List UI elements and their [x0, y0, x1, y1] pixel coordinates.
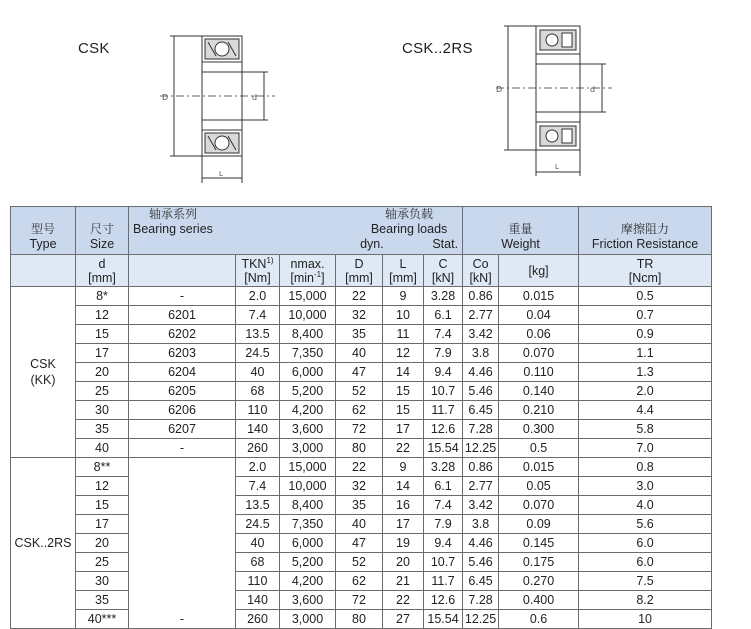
table-cell: 12.6 — [424, 591, 463, 610]
svg-text:d: d — [252, 93, 258, 102]
table-cell: 7.4 — [424, 325, 463, 344]
unit-C: C [kN] — [424, 255, 463, 287]
table-cell: 12.25 — [463, 610, 499, 629]
table-cell: 14 — [383, 477, 424, 496]
table-cell: 24.5 — [236, 344, 280, 363]
table-cell: 11.7 — [424, 572, 463, 591]
table-cell: 6.0 — [579, 534, 712, 553]
table-cell: 0.6 — [499, 610, 579, 629]
table-row — [11, 553, 712, 572]
table-row — [11, 287, 712, 306]
table-cell: 47 — [336, 534, 383, 553]
table-cell: 0.7 — [579, 306, 712, 325]
table-cell: 6,000 — [280, 363, 336, 382]
table-cell: 10,000 — [280, 306, 336, 325]
table-cell: 15 — [383, 401, 424, 420]
table-cell: 3.42 — [463, 496, 499, 515]
table-cell: 25 — [76, 382, 129, 401]
table-cell: 62 — [336, 572, 383, 591]
table-cell: 4.46 — [463, 363, 499, 382]
table-cell: - — [129, 287, 236, 306]
table-cell: 12.25 — [463, 439, 499, 458]
table-cell: 19 — [383, 534, 424, 553]
table-cell: 35 — [336, 496, 383, 515]
table-cell: 27 — [383, 610, 424, 629]
table-cell: 6202 — [129, 325, 236, 344]
table-cell: 6205 — [129, 382, 236, 401]
table-cell: 6.1 — [424, 477, 463, 496]
table-cell: 5.6 — [579, 515, 712, 534]
table-cell: 140 — [236, 420, 280, 439]
table-cell: 17 — [383, 420, 424, 439]
table-row — [11, 458, 712, 477]
table-cell: 24.5 — [236, 515, 280, 534]
table-cell: 7.28 — [463, 420, 499, 439]
table-cell: 0.8 — [579, 458, 712, 477]
table-cell: 15.54 — [424, 610, 463, 629]
table-cell: 4,200 — [280, 401, 336, 420]
header-series-and-loads: 轴承系列 Bearing series 轴承负载 Bearing loads dyn. Stat. — [129, 207, 463, 255]
table-cell: 0.04 — [499, 306, 579, 325]
table-cell: 30 — [76, 401, 129, 420]
table-cell: 6203 — [129, 344, 236, 363]
table-cell: 0.86 — [463, 287, 499, 306]
table-cell: 6,000 — [280, 534, 336, 553]
table-cell: 35 — [76, 591, 129, 610]
table-cell: 3,000 — [280, 610, 336, 629]
table-cell: 3,000 — [280, 439, 336, 458]
table-cell: 3.8 — [463, 515, 499, 534]
table-cell: 80 — [336, 439, 383, 458]
table-cell: 8** — [76, 458, 129, 477]
table-cell: 12.6 — [424, 420, 463, 439]
table-cell: 15 — [383, 382, 424, 401]
table-cell: 0.5 — [499, 439, 579, 458]
table-cell: 12 — [383, 344, 424, 363]
table-cell: 25 — [76, 553, 129, 572]
table-cell: 260 — [236, 610, 280, 629]
table-cell: 5.46 — [463, 382, 499, 401]
table-cell: 110 — [236, 572, 280, 591]
table-cell: 9.4 — [424, 363, 463, 382]
drawing-label-csk: CSK — [78, 40, 110, 57]
table-cell: 4.4 — [579, 401, 712, 420]
table-cell: 5.46 — [463, 553, 499, 572]
csk-2rs-bearing-drawing — [488, 18, 618, 180]
header-friction: 摩擦阻力 Friction Resistance — [579, 207, 712, 255]
type-cell: CSK..2RS — [11, 458, 76, 629]
table-cell: 6.1 — [424, 306, 463, 325]
table-cell: 15,000 — [280, 458, 336, 477]
header-type: 型号 Type — [11, 207, 76, 255]
table-cell: 1.3 — [579, 363, 712, 382]
table-cell: 260 — [236, 439, 280, 458]
table-cell: 22 — [336, 458, 383, 477]
table-cell: 6204 — [129, 363, 236, 382]
table-cell: 0.400 — [499, 591, 579, 610]
table-cell: 1.1 — [579, 344, 712, 363]
table-cell: 12 — [76, 306, 129, 325]
unit-L: L [mm] — [383, 255, 424, 287]
table-cell: 8,400 — [280, 496, 336, 515]
table-cell: 9 — [383, 287, 424, 306]
table-row — [11, 401, 712, 420]
table-cell: 0.140 — [499, 382, 579, 401]
unit-Co: Co [kN] — [463, 255, 499, 287]
table-cell: 13.5 — [236, 496, 280, 515]
svg-text:L: L — [219, 170, 223, 178]
table-cell: 0.015 — [499, 458, 579, 477]
table-cell: 20 — [76, 363, 129, 382]
table-cell: 0.175 — [499, 553, 579, 572]
table-cell: 10.7 — [424, 553, 463, 572]
table-cell: 20 — [76, 534, 129, 553]
table-cell: 62 — [336, 401, 383, 420]
table-cell: 3,600 — [280, 420, 336, 439]
table-row — [11, 306, 712, 325]
table-cell: 68 — [236, 382, 280, 401]
table-cell: 3,600 — [280, 591, 336, 610]
table-cell: 6.0 — [579, 553, 712, 572]
table-cell: 7,350 — [280, 344, 336, 363]
table-cell: 2.77 — [463, 306, 499, 325]
table-row — [11, 610, 712, 629]
table-cell: 7.4 — [236, 306, 280, 325]
svg-text:D: D — [496, 85, 503, 94]
table-cell: 40 — [236, 363, 280, 382]
table-cell: 0.09 — [499, 515, 579, 534]
table-cell: 2.0 — [579, 382, 712, 401]
csk-bearing-drawing — [150, 28, 280, 188]
table-row — [11, 325, 712, 344]
table-cell: 7.9 — [424, 515, 463, 534]
svg-text:D: D — [162, 93, 169, 102]
table-cell: 3.8 — [463, 344, 499, 363]
table-cell: 14 — [383, 363, 424, 382]
unit-d: d [mm] — [76, 255, 129, 287]
header-row-units — [11, 255, 712, 287]
table-cell: 72 — [336, 420, 383, 439]
unit-tkn: TKN$^{1)}$ [Nm] — [236, 255, 280, 287]
table-cell: 17 — [383, 515, 424, 534]
table-cell: 40 — [336, 344, 383, 363]
table-cell: 80 — [336, 610, 383, 629]
table-row — [11, 496, 712, 515]
table-cell: 16 — [383, 496, 424, 515]
table-cell: 3.42 — [463, 325, 499, 344]
table-cell: 7.4 — [424, 496, 463, 515]
table-row — [11, 439, 712, 458]
table-cell: 68 — [236, 553, 280, 572]
table-cell: 7.0 — [579, 439, 712, 458]
table-cell: 0.5 — [579, 287, 712, 306]
table-cell: 30 — [76, 572, 129, 591]
table-cell: 0.070 — [499, 344, 579, 363]
table-cell: 5,200 — [280, 382, 336, 401]
table-cell: 8,400 — [280, 325, 336, 344]
cell-series: - — [129, 458, 236, 629]
table-cell: 0.05 — [499, 477, 579, 496]
table-cell: 2.77 — [463, 477, 499, 496]
table-row — [11, 515, 712, 534]
svg-text:d: d — [590, 85, 596, 94]
bearing-spec-table — [10, 206, 712, 629]
table-cell: 3.28 — [424, 458, 463, 477]
table-cell: 7.9 — [424, 344, 463, 363]
table-cell: 32 — [336, 477, 383, 496]
table-cell: 0.9 — [579, 325, 712, 344]
table-cell: 72 — [336, 591, 383, 610]
table-cell: 5.8 — [579, 420, 712, 439]
table-cell: 3.28 — [424, 287, 463, 306]
table-cell: 9.4 — [424, 534, 463, 553]
unit-nmax: nmax. $[\min^{-1}]$ — [280, 255, 336, 287]
table-cell: 15.54 — [424, 439, 463, 458]
table-cell: 10 — [383, 306, 424, 325]
svg-text:L: L — [555, 163, 559, 171]
table-row — [11, 363, 712, 382]
table-cell: 10 — [579, 610, 712, 629]
table-cell: 47 — [336, 363, 383, 382]
table-cell: 40 — [76, 439, 129, 458]
table-cell: 0.145 — [499, 534, 579, 553]
table-cell: 7.28 — [463, 591, 499, 610]
table-cell: 17 — [76, 515, 129, 534]
type-cell: CSK (KK) — [11, 287, 76, 458]
table-cell: 0.86 — [463, 458, 499, 477]
table-cell: 0.110 — [499, 363, 579, 382]
table-cell: 11 — [383, 325, 424, 344]
unit-weight: [kg] — [499, 255, 579, 287]
table-cell: 15 — [76, 496, 129, 515]
table-cell: 2.0 — [236, 287, 280, 306]
table-cell: 40 — [336, 515, 383, 534]
table-cell: 2.0 — [236, 458, 280, 477]
table-cell: 5,200 — [280, 553, 336, 572]
table-cell: 7.4 — [236, 477, 280, 496]
table-cell: 0.070 — [499, 496, 579, 515]
table-row — [11, 344, 712, 363]
table-cell: 6206 — [129, 401, 236, 420]
header-size: 尺寸 Size — [76, 207, 129, 255]
unit-friction: TR [Ncm] — [579, 255, 712, 287]
table-cell: 4,200 — [280, 572, 336, 591]
table-cell: 32 — [336, 306, 383, 325]
unit-D: D [mm] — [336, 255, 383, 287]
table-row — [11, 477, 712, 496]
header-row-titles — [11, 207, 712, 255]
table-cell: 52 — [336, 382, 383, 401]
table-cell: 7.5 — [579, 572, 712, 591]
table-cell: 35 — [336, 325, 383, 344]
table-cell: 22 — [383, 591, 424, 610]
table-cell: 6201 — [129, 306, 236, 325]
table-cell: 7,350 — [280, 515, 336, 534]
unit-series — [129, 255, 236, 287]
table-cell: 11.7 — [424, 401, 463, 420]
table-row — [11, 382, 712, 401]
table-cell: 0.300 — [499, 420, 579, 439]
table-cell: 8.2 — [579, 591, 712, 610]
table-cell: 8* — [76, 287, 129, 306]
header-weight: 重量 Weight — [463, 207, 579, 255]
table-cell: 15,000 — [280, 287, 336, 306]
table-cell: 35 — [76, 420, 129, 439]
table-cell: 0.270 — [499, 572, 579, 591]
table-cell: 0.015 — [499, 287, 579, 306]
table-cell: 13.5 — [236, 325, 280, 344]
drawing-label-csk-2rs: CSK..2RS — [402, 40, 473, 57]
table-cell: 20 — [383, 553, 424, 572]
table-cell: 21 — [383, 572, 424, 591]
table-cell: 10,000 — [280, 477, 336, 496]
table-cell: 0.06 — [499, 325, 579, 344]
table-cell: 6207 — [129, 420, 236, 439]
table-cell: 6.45 — [463, 401, 499, 420]
table-cell: - — [129, 439, 236, 458]
table-cell: 0.210 — [499, 401, 579, 420]
table-cell: 22 — [336, 287, 383, 306]
table-row — [11, 591, 712, 610]
table-cell: 12 — [76, 477, 129, 496]
table-cell: 3.0 — [579, 477, 712, 496]
table-cell: 17 — [76, 344, 129, 363]
table-row — [11, 534, 712, 553]
table-cell: 9 — [383, 458, 424, 477]
table-cell: 40 — [236, 534, 280, 553]
table-cell: 4.46 — [463, 534, 499, 553]
table-cell: 140 — [236, 591, 280, 610]
table-cell: 40*** — [76, 610, 129, 629]
table-row — [11, 572, 712, 591]
table-cell: 10.7 — [424, 382, 463, 401]
table-cell: 110 — [236, 401, 280, 420]
table-cell: 22 — [383, 439, 424, 458]
table-cell: 4.0 — [579, 496, 712, 515]
table-cell: 15 — [76, 325, 129, 344]
table-cell: 6.45 — [463, 572, 499, 591]
table-row — [11, 420, 712, 439]
table-cell: 52 — [336, 553, 383, 572]
